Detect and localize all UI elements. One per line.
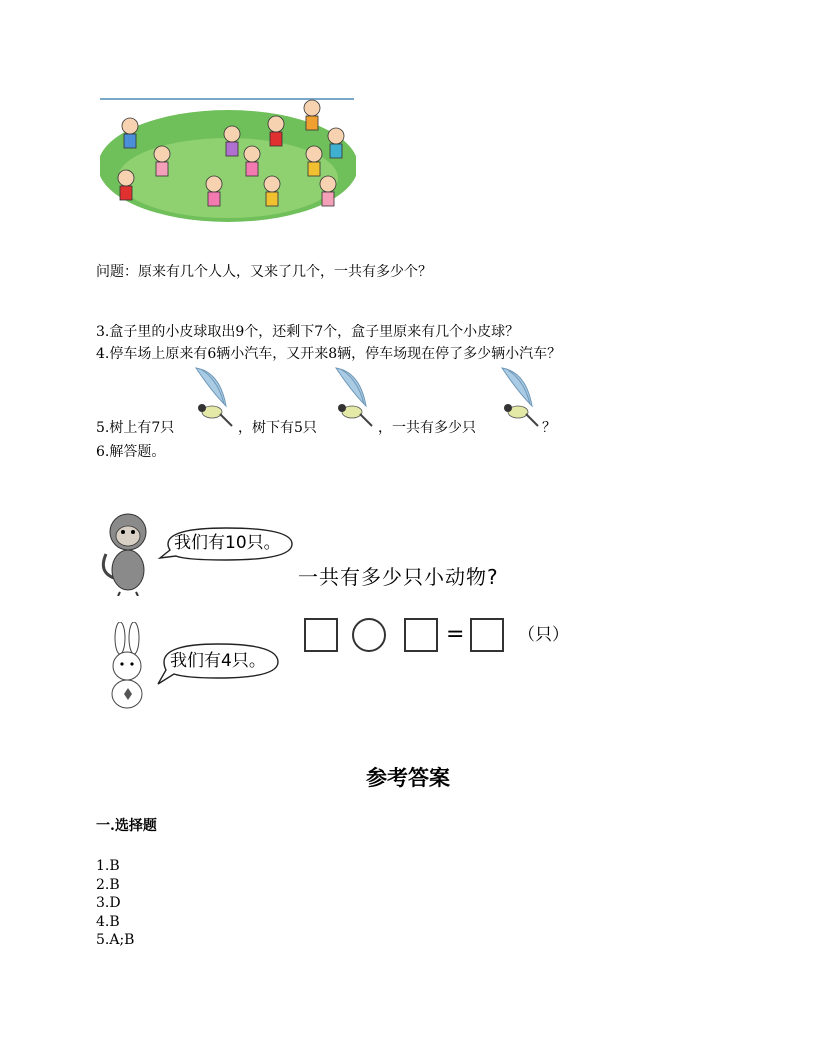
- question-4: 4.停车场上原来有6辆小汽车，又开来8辆，停车场现在停了多少辆小汽车？: [96, 346, 562, 362]
- equals-sign: =: [446, 622, 465, 647]
- answers-title: 参考答案: [366, 765, 450, 790]
- question-5-part1: 5.树上有7只: [96, 420, 175, 436]
- animals-problem-panel: [98, 500, 588, 714]
- answer-box-1[interactable]: [304, 618, 338, 652]
- rabbit-icon: [100, 622, 154, 710]
- answer-item: 5.A;B: [96, 932, 135, 948]
- monkey-bubble-text: 我们有10只。: [174, 533, 281, 553]
- question-people: 问题：原来有几个人人，又来了几个，一共有多少个？: [96, 264, 432, 280]
- question-5-part2: ，树下有5只: [238, 420, 317, 436]
- answers-section-heading: 一.选择题: [96, 818, 157, 834]
- monkey-speech-bubble: [156, 524, 298, 564]
- question-3: 3.盒子里的小皮球取出9个，还剩下7个，盒子里原来有几个小皮球？: [96, 324, 520, 340]
- animals-prompt: 一共有多少只小动物?: [298, 565, 499, 589]
- monkey-icon: [100, 508, 156, 596]
- children-running-illustration: [100, 96, 356, 224]
- unit-label: （只）: [518, 625, 569, 645]
- question-5-part4: ？: [542, 420, 556, 436]
- answer-box-2[interactable]: [404, 618, 438, 652]
- answer-item: 2.B: [96, 877, 120, 893]
- question-5-part3: ，一共有多少只: [378, 420, 476, 436]
- bird-icon: [190, 366, 234, 432]
- answer-item: 1.B: [96, 858, 120, 874]
- answer-box-result[interactable]: [470, 618, 504, 652]
- question-6-label: 6.解答题。: [96, 444, 166, 460]
- bird-icon: [496, 366, 540, 432]
- equation-row: [304, 616, 594, 656]
- rabbit-speech-bubble: [154, 640, 284, 686]
- bird-icon: [330, 366, 374, 432]
- rabbit-bubble-text: 我们有4只。: [170, 651, 266, 671]
- operator-circle[interactable]: [352, 618, 386, 652]
- answer-item: 3.D: [96, 895, 121, 911]
- answer-item: 4.B: [96, 914, 120, 930]
